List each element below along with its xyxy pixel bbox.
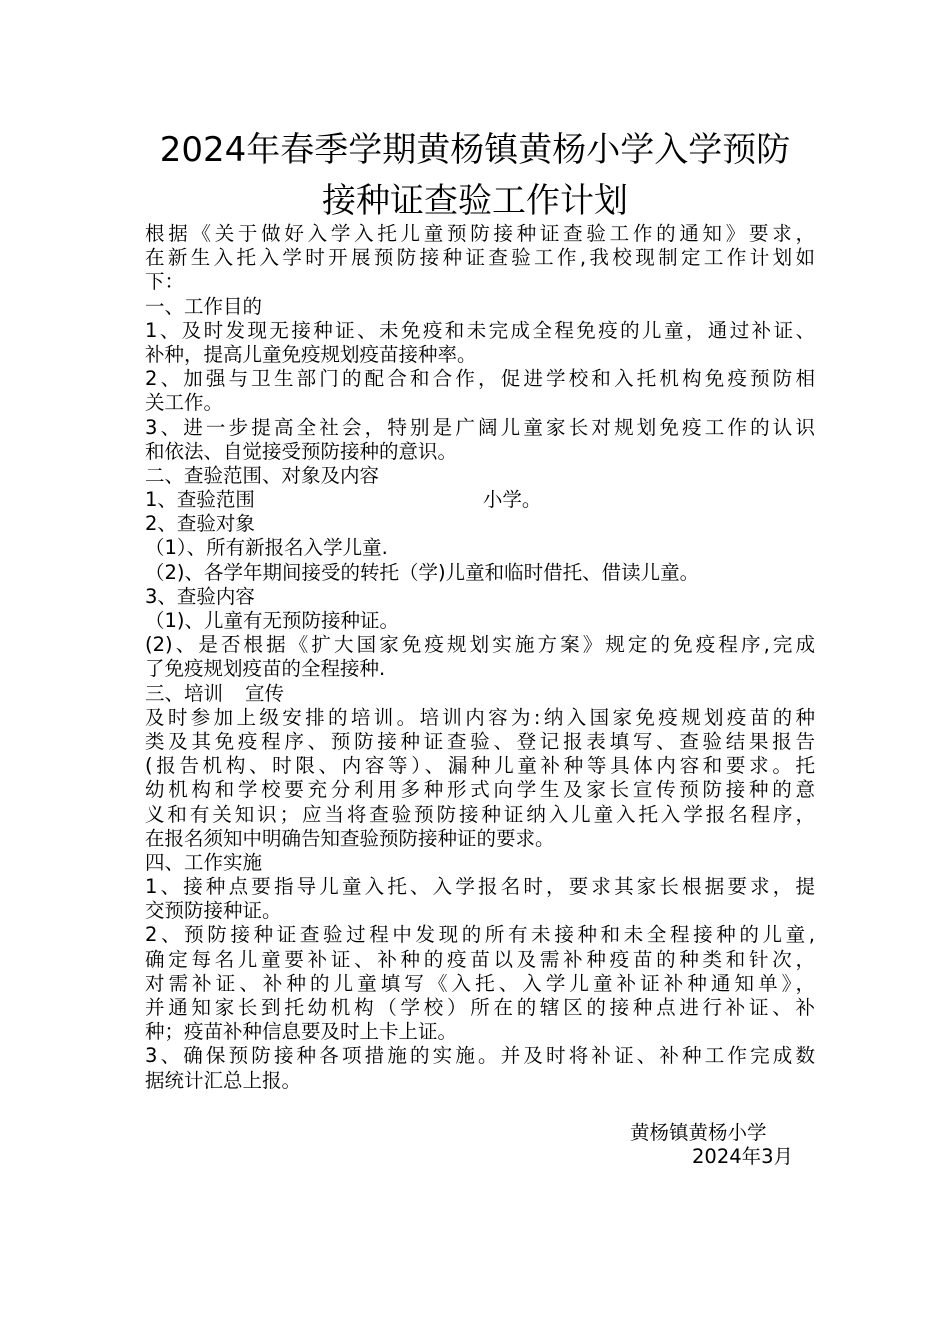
intro-line: 根据《关于做好入学入托儿童预防接种证查验工作的通知》要求， xyxy=(145,222,815,245)
paragraph-line: 对需补证、补种的儿童填写《入托、入学儿童补证补种通知单》， xyxy=(145,971,815,995)
paragraph-line: 并通知家长到托幼机构（学校）所在的辖区的接种点进行补证、补 xyxy=(145,996,815,1019)
paragraph-line: 2、查验对象 xyxy=(145,512,255,536)
paragraph-line: 据统计汇总上报。 xyxy=(145,1068,302,1092)
paragraph-line: 及时参加上级安排的培训。培训内容为:纳入国家免疫规划疫苗的种 xyxy=(145,705,815,729)
paragraph-line: 交预防接种证。 xyxy=(145,899,282,923)
paragraph-line: 2、加强与卫生部门的配合和合作，促进学校和入托机构免疫预防相 xyxy=(145,367,815,391)
section-heading: 四、工作实施 xyxy=(145,850,263,874)
paragraph-line: （1）、所有新报名入学儿童. xyxy=(145,536,388,560)
paragraph-line: 1、接种点要指导儿童入托、入学报名时，要求其家长根据要求，提 xyxy=(145,875,815,899)
document-title-line-2: 接种证查验工作计划 xyxy=(322,181,628,221)
section-heading-part: 宣传 xyxy=(245,681,285,705)
paragraph-line: 补种，提高儿童免疫规划疫苗接种率。 xyxy=(145,342,477,366)
paragraph-line: 种；疫苗补种信息要及时上卡上证。 xyxy=(145,1020,458,1044)
section-heading: 一、工作目的 xyxy=(145,294,263,318)
paragraph-line: 确定每名儿童要补证、补种的疫苗以及需补种疫苗的种类和针次， xyxy=(145,947,815,971)
paragraph-line: 1、及时发现无接种证、未免疫和未完成全程免疫的儿童，通过补证、 xyxy=(145,318,815,342)
scope-value: 小学。 xyxy=(482,488,542,512)
section-heading xyxy=(145,682,815,706)
signature-organization: 黄杨镇黄杨小学 xyxy=(630,1121,767,1144)
intro-line: 下： xyxy=(145,270,185,294)
paragraph-line: 3、确保预防接种各项措施的实施。并及时将补证、补种工作完成数 xyxy=(145,1044,815,1068)
paragraph-line: 幼机构和学校要充分利用多种形式向学生及家长宣传预防接种的意 xyxy=(145,778,815,802)
paragraph-line: 了免疫规划疫苗的全程接种. xyxy=(145,657,386,681)
signature-date: 2024年3月 xyxy=(692,1145,794,1168)
paragraph-line: 在报名须知中明确告知查验预防接种证的要求。 xyxy=(145,826,555,850)
paragraph-line: (2)、是否根据《扩大国家免疫规划实施方案》规定的免疫程序,完成 xyxy=(145,633,815,657)
section-heading: 二、查验范围、对象及内容 xyxy=(145,463,380,487)
document-body xyxy=(145,222,815,1093)
paragraph-line: 2、预防接种证查验过程中发现的所有未接种和未全程接种的儿童, xyxy=(145,923,815,947)
paragraph-line: 3、进一步提高全社会，特别是广阔儿童家长对规划免疫工作的认识 xyxy=(145,415,815,439)
intro-line: 在新生入托入学时开展预防接种证查验工作,我校现制定工作计划如 xyxy=(145,246,815,270)
section-heading-part: 三、培训 xyxy=(145,681,224,705)
paragraph-line: （1)、儿童有无预防接种证。 xyxy=(145,609,400,632)
paragraph-line: (报告机构、时限、内容等）、漏种儿童补种等具体内容和要求。托 xyxy=(145,754,815,778)
paragraph-line: 和依法、自觉接受预防接种的意识。 xyxy=(145,439,458,463)
scope-label: 1、查验范围 xyxy=(145,488,255,512)
paragraph-line: 3、查验内容 xyxy=(145,584,255,608)
document-title-line-1: 2024年春季学期黄杨镇黄杨小学入学预防 xyxy=(159,130,791,170)
paragraph-line: 义和有关知识；应当将查验预防接种证纳入儿童入托入学报名程序， xyxy=(145,802,815,826)
scope-line xyxy=(145,488,815,512)
paragraph-line: （2)、各学年期间接受的转托（学)儿童和临时借托、借读儿童。 xyxy=(145,560,700,584)
paragraph-line: 类及其免疫程序、预防接种证查验、登记报表填写、查验结果报告 xyxy=(145,729,815,753)
paragraph-line: 关工作。 xyxy=(145,391,224,415)
